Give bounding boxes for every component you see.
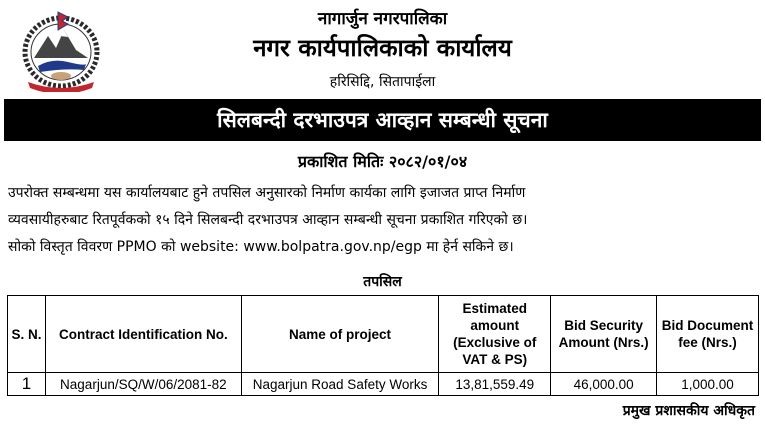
notice-title-banner <box>4 99 761 141</box>
cell-project: Nagarjun Road Safety Works <box>241 373 439 396</box>
contract-table <box>7 295 759 396</box>
cell-estimated-amount: 13,81,559.49 <box>439 373 551 396</box>
cell-bid-security: 46,000.00 <box>551 373 657 396</box>
header-bid-security: Bid Security Amount (Nrs.) <box>551 296 657 373</box>
header-project: Name of project <box>241 296 439 373</box>
details-heading: तपसिल <box>363 274 402 290</box>
header-sn: S. N. <box>8 296 46 373</box>
notice-body-line-3: सोको विस्तृत विवरण PPMO को website: www.bolpatra.gov.np/egp मा हेर्न सकिने छ। <box>8 239 514 255</box>
notice-body <box>8 180 758 261</box>
header-bid-fee: Bid Document fee (Nrs.) <box>657 296 759 373</box>
cell-bid-fee: 1,000.00 <box>657 373 759 396</box>
office-address: हरिसिद्दि, सितापाईला <box>329 74 436 90</box>
cell-contract-id: Nagarjun/SQ/W/06/2081-82 <box>45 373 241 396</box>
published-date: प्रकाशित मितिः २०८२/०१/०४ <box>297 152 468 171</box>
cell-sn: 1 <box>8 373 46 396</box>
notice-body-line-1: उपरोक्त सम्बन्धमा यस कार्यालयबाट हुने तपसिल अनुसारको निर्माण कार्यका लागि इजाजत प्राप्त निर्माण <box>8 185 526 201</box>
signatory: प्रमुख प्रशासकीय अधिकृत <box>622 403 755 419</box>
table-row <box>8 373 759 396</box>
header-contract-id: Contract Identification No. <box>45 296 241 373</box>
municipality-name: नागार्जुन नगरपालिका <box>317 9 448 29</box>
table-header-row <box>8 296 759 373</box>
header-estimated-amount: Estimated amount (Exclusive of VAT & PS) <box>439 296 551 373</box>
office-name: नगर कार्यपालिकाको कार्यालय <box>253 34 512 62</box>
notice-body-line-2: व्यवसायीहरुबाट रितपूर्वकको १५ दिने सिलबन्दी दरभाउपत्र आव्हान सम्बन्धी सूचना प्रकाशित गरिएको छ। <box>8 212 528 228</box>
notice-title: सिलबन्दी दरभाउपत्र आव्हान सम्बन्धी सूचना <box>217 108 548 132</box>
